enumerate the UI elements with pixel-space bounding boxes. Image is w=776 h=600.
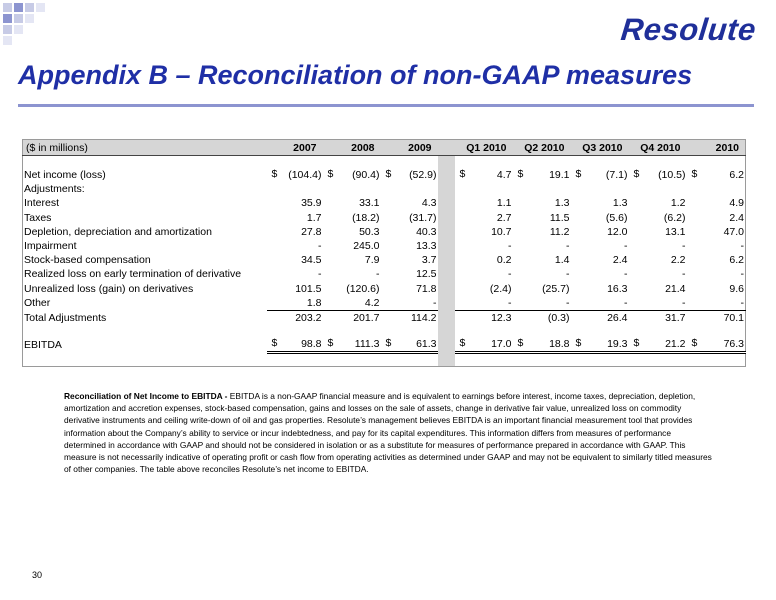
table-row <box>23 196 746 210</box>
table-cell: (0.3) <box>547 311 570 324</box>
table-cell: 201.7 <box>353 311 380 324</box>
table-cell: 1.8 <box>267 296 323 311</box>
table-header-row <box>23 140 746 156</box>
table-cell: 31.7 <box>665 311 686 324</box>
table-cell: 35.9 <box>301 197 322 210</box>
row-label: Adjustments: <box>24 183 85 196</box>
table-cell: - <box>624 240 628 253</box>
table-cell: 6.2 <box>729 254 744 267</box>
table-cell: 71.8 <box>416 282 437 295</box>
table-cell: (6.2) <box>663 211 686 224</box>
table-cell: $ 61.3 <box>381 337 438 353</box>
reconciliation-table <box>22 139 746 367</box>
table-cell: 1.3 <box>554 197 570 210</box>
table-cell: 33.1 <box>359 197 380 210</box>
row-label: Unrealized loss (gain) on derivatives <box>24 282 194 295</box>
table-row <box>23 253 746 267</box>
table-row <box>23 239 746 253</box>
column-header: Q3 2010 <box>571 140 629 156</box>
table-row-net-income <box>23 168 746 182</box>
table-cell: 16.3 <box>607 282 628 295</box>
table-cell: - <box>687 296 746 311</box>
table-cell: 40.3 <box>416 225 437 238</box>
table-cell: 1.3 <box>612 197 628 210</box>
table-cell: 70.1 <box>723 311 744 324</box>
table-cell: 4.9 <box>729 197 744 210</box>
table-row <box>23 225 746 239</box>
table-cell: 1.4 <box>554 254 570 267</box>
row-label: Realized loss on early termination of derivative <box>24 268 242 281</box>
table-cell: (31.7) <box>409 211 437 224</box>
table-cell: - <box>571 296 629 311</box>
row-label: Net income (loss) <box>24 169 106 182</box>
table-cell: $ (52.9) <box>385 168 437 182</box>
table-cell: 2.2 <box>670 254 686 267</box>
page-title: Appendix B – Reconciliation of non-GAAP measures <box>18 60 693 90</box>
footnote-text: EBITDA is a non-GAAP financial measure and is equivalent to earnings before interest, income taxes, depreciation, depletion, amortization and accretion expenses, stock-based compensation, gains and losses on the sale of assets, change in derivative fair value, unrealized loss on commodity derivative instruments and ceiling write-down of oil and gas properties. Resolute’s management believes EBITDA is an important financial measurement tool that provides information about the Company’s ability to service or incur indebtedness, and pay for its capital expenditures. This information differs from measures of performance determined in accordance with GAAP and should not be considered in isolation or as a substitute for measures of performance prepared in accordance with GAAP. This measure is not necessarily indicative of operating profit or cash flow from operating activities as determined under GAAP and may not be equivalent to similarly titled measures of other companies. The table above reconciles Resolute’s net income to EBITDA. <box>64 391 712 475</box>
table-cell: (25.7) <box>542 282 570 295</box>
table-cell: (120.6) <box>346 282 380 295</box>
table-cell: - <box>318 268 322 281</box>
table-cell: $ (10.5) <box>633 168 686 182</box>
table-cell: $ 18.8 <box>513 337 571 353</box>
table-cell: 12.3 <box>491 311 512 324</box>
row-label: Total Adjustments <box>24 311 107 324</box>
table-row <box>23 282 746 296</box>
table-cell: 4.3 <box>421 197 437 210</box>
table-cell: - <box>566 268 570 281</box>
row-label: Taxes <box>24 211 52 224</box>
table-cell: - <box>740 268 744 281</box>
table-cell: 2.7 <box>496 211 512 224</box>
table-cell: 0.2 <box>496 254 512 267</box>
ebitda-footnote <box>64 390 714 475</box>
row-label: Stock-based compensation <box>24 254 151 267</box>
column-header: 2010 <box>687 140 746 156</box>
table-cell: - <box>318 240 322 253</box>
table-cell: $ (104.4) <box>271 168 322 182</box>
decorative-squares <box>0 0 70 50</box>
table-cell: $ 21.2 <box>629 337 687 353</box>
table-cell: - <box>455 296 513 311</box>
table-row <box>23 211 746 225</box>
column-header: 2009 <box>381 140 438 156</box>
table-cell: - <box>508 240 512 253</box>
table-cell: 13.3 <box>416 240 437 253</box>
table-cell: $ 19.1 <box>517 168 570 182</box>
table-cell: 11.2 <box>549 225 570 238</box>
row-label: Impairment <box>24 240 77 253</box>
row-label: Interest <box>24 197 60 210</box>
company-logo: Resolute <box>619 12 758 47</box>
table-cell: - <box>508 268 512 281</box>
column-header: 2007 <box>267 140 323 156</box>
table-cell: 10.7 <box>491 225 512 238</box>
table-cell: 101.5 <box>295 282 322 295</box>
column-header: 2008 <box>323 140 381 156</box>
table-cell: (18.2) <box>352 211 380 224</box>
table-cell: 7.9 <box>364 254 380 267</box>
column-header: Q2 2010 <box>513 140 571 156</box>
table-cell: (5.6) <box>605 211 628 224</box>
row-label: Other <box>24 297 51 310</box>
row-label: EBITDA <box>24 338 62 351</box>
table-cell: 2.4 <box>729 211 744 224</box>
column-spacer <box>438 140 455 156</box>
table-cell: - <box>682 240 686 253</box>
column-header: Q4 2010 <box>629 140 687 156</box>
table-cell: 50.3 <box>359 225 380 238</box>
table-row-adjustments-heading <box>23 182 746 196</box>
table-cell: 27.8 <box>301 225 322 238</box>
table-cell: 114.2 <box>411 311 437 324</box>
table-row <box>23 296 746 311</box>
table-cell: 11.5 <box>549 211 570 224</box>
table-cell: $ 19.3 <box>571 337 629 353</box>
table-row-total-adjustments <box>23 310 746 325</box>
table-cell: $ 111.3 <box>323 337 381 353</box>
table-cell: 34.5 <box>301 254 322 267</box>
table-cell: $ 76.3 <box>687 337 746 353</box>
table-cell: $ 6.2 <box>691 168 744 182</box>
table-cell: - <box>682 268 686 281</box>
table-cell: 21.4 <box>665 282 686 295</box>
table-cell: - <box>629 296 687 311</box>
table-cell: 13.1 <box>665 225 686 238</box>
table-cell: - <box>381 296 438 311</box>
table-cell: 1.7 <box>306 211 322 224</box>
table-cell: 2.4 <box>612 254 628 267</box>
unit-label: ($ in millions) <box>23 140 267 156</box>
table-cell: - <box>513 296 571 311</box>
table-cell: $ 98.8 <box>267 337 323 353</box>
table-cell: 47.0 <box>723 225 744 238</box>
table-cell: $ (7.1) <box>575 168 628 182</box>
table-cell: $ 17.0 <box>455 337 513 353</box>
table-cell: 4.2 <box>323 296 381 311</box>
table-cell: 26.4 <box>607 311 628 324</box>
table-row <box>23 267 746 281</box>
table-cell: 1.2 <box>670 197 686 210</box>
table-cell: - <box>376 268 380 281</box>
table-cell: $ (90.4) <box>327 168 380 182</box>
table-cell: - <box>740 240 744 253</box>
column-header: Q1 2010 <box>455 140 513 156</box>
table-cell: 3.7 <box>421 254 437 267</box>
footnote-lead: Reconciliation of Net Income to EBITDA - <box>64 391 228 401</box>
table-cell: 245.0 <box>353 240 380 253</box>
table-row-ebitda <box>23 337 746 353</box>
table-cell: 1.1 <box>496 197 512 210</box>
table-cell: 12.0 <box>607 225 628 238</box>
table-cell: 12.5 <box>416 268 437 281</box>
title-divider <box>18 104 754 107</box>
page-number: 30 <box>32 570 43 580</box>
row-label: Depletion, depreciation and amortization <box>24 225 212 238</box>
table-cell: - <box>624 268 628 281</box>
table-cell: $ 4.7 <box>459 168 512 182</box>
table-cell: - <box>566 240 570 253</box>
table-cell: 9.6 <box>729 282 744 295</box>
table-cell: 203.2 <box>295 311 322 324</box>
table-cell: (2.4) <box>489 282 512 295</box>
